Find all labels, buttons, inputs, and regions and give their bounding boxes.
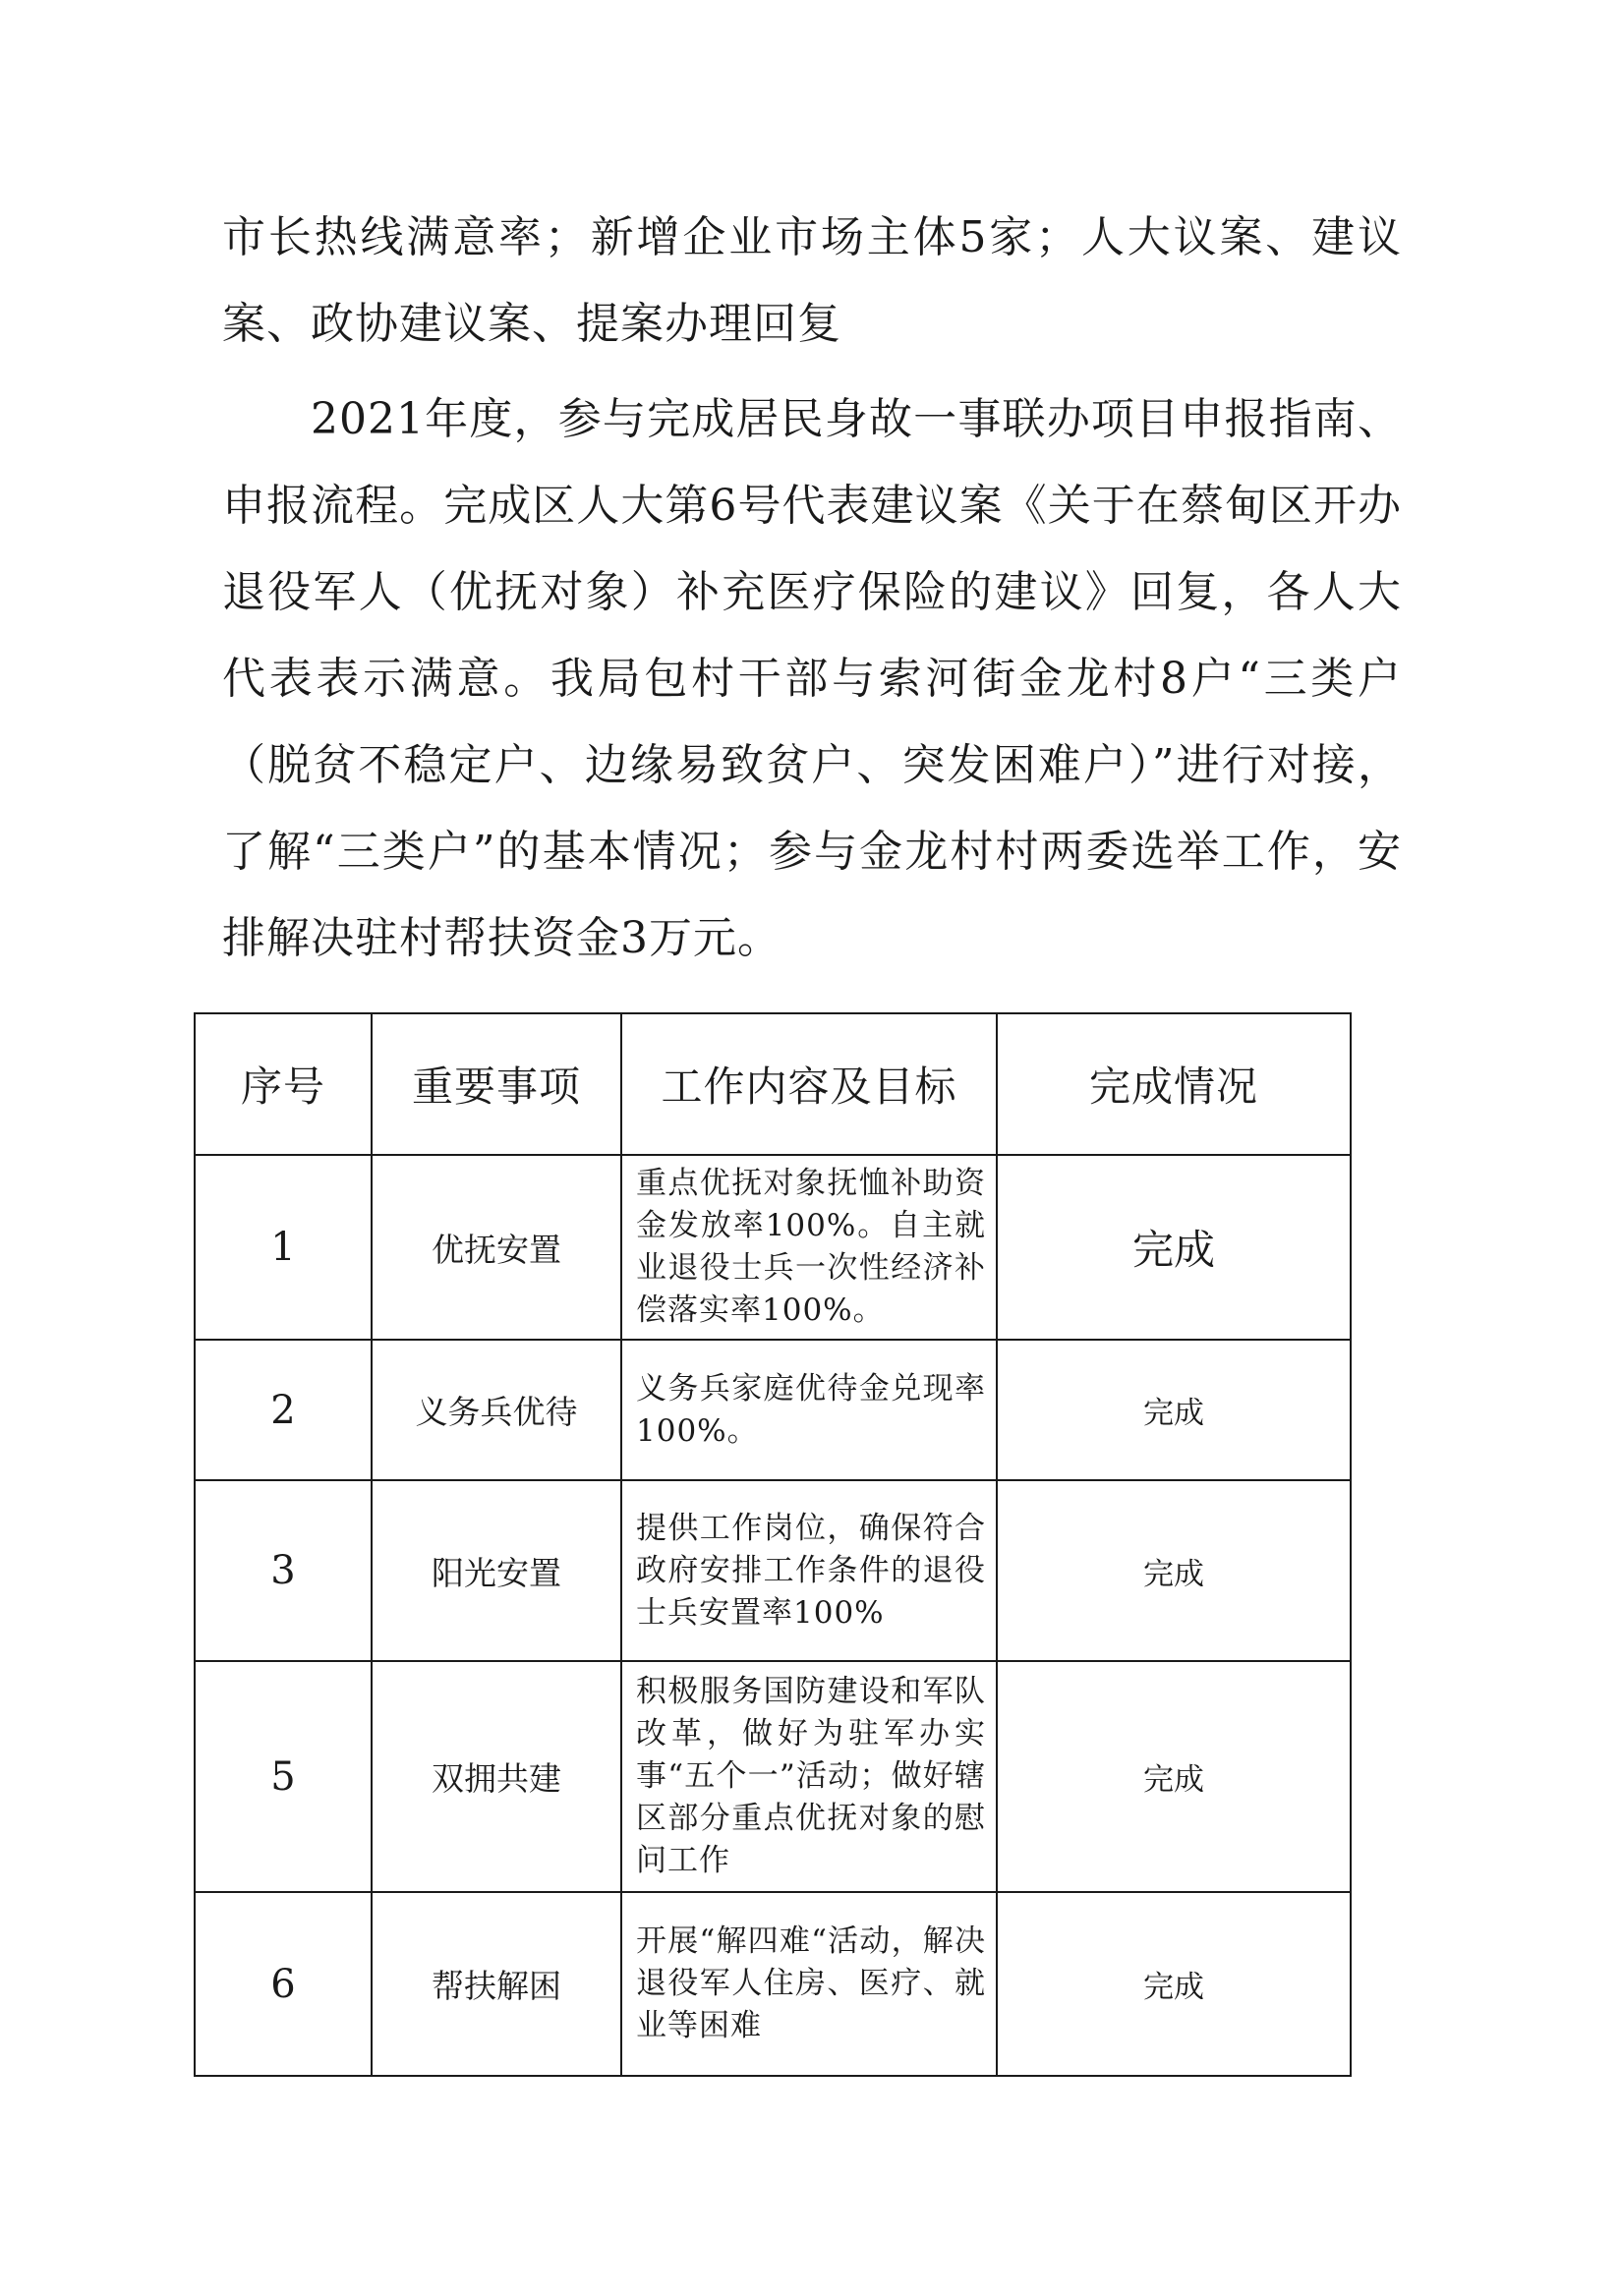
table-header-row — [195, 1013, 1351, 1155]
table-row — [195, 1340, 1351, 1480]
row-content: 提供工作岗位，确保符合政府安排工作条件的退役士兵安置率100% — [621, 1480, 997, 1661]
paragraph-continuation: 市长热线满意率；新增企业市场主体5家；人大议案、建议案、政协建议案、提案办理回复 — [222, 212, 1402, 349]
table-row — [195, 1480, 1351, 1661]
table-row — [195, 1155, 1351, 1340]
row-item: 优抚安置 — [372, 1155, 621, 1340]
row-seq: 5 — [195, 1661, 372, 1892]
row-status: 完成 — [997, 1480, 1351, 1661]
table-row — [195, 1661, 1351, 1892]
paragraph-2021-summary: 2021年度，参与完成居民身故一事联办项目申报指南、申报流程。完成区人大第6号代表建议案《关于在蔡甸区开办退役军人（优抚对象）补充医疗保险的建议》回复，各人大代表表示满意。我局包村干部与索河街金龙村8户“三类户（脱贫不稳定户、边缘易致贫户、突发困难户）”进行对接，了解“三类户”的基本情况；参与金龙村村两委选举工作，安排解决驻村帮扶资金3万元。 — [222, 394, 1402, 963]
table-row — [195, 1892, 1351, 2076]
header-item: 重要事项 — [372, 1013, 621, 1155]
row-status: 完成 — [997, 1892, 1351, 2076]
row-content: 积极服务国防建设和军队改革，做好为驻军办实事“五个一”活动；做好辖区部分重点优抚对象的慰问工作 — [621, 1661, 997, 1892]
row-status: 完成 — [997, 1340, 1351, 1480]
row-status: 完成 — [997, 1661, 1351, 1892]
row-item: 阳光安置 — [372, 1480, 621, 1661]
row-content: 重点优抚对象抚恤补助资金发放率100%。自主就业退役士兵一次性经济补偿落实率100%。 — [621, 1155, 997, 1340]
row-item: 义务兵优待 — [372, 1340, 621, 1480]
header-seq: 序号 — [195, 1013, 372, 1155]
row-seq: 1 — [195, 1155, 372, 1340]
work-items-table — [194, 1012, 1352, 2077]
row-item: 双拥共建 — [372, 1661, 621, 1892]
row-status: 完成 — [997, 1155, 1351, 1340]
row-item: 帮扶解困 — [372, 1892, 621, 2076]
row-content: 义务兵家庭优待金兑现率100%。 — [621, 1340, 997, 1480]
row-seq: 6 — [195, 1892, 372, 2076]
header-content: 工作内容及目标 — [621, 1013, 997, 1155]
row-seq: 3 — [195, 1480, 372, 1661]
row-content: 开展“解四难“活动，解决退役军人住房、医疗、就业等困难 — [621, 1892, 997, 2076]
row-seq: 2 — [195, 1340, 372, 1480]
header-status: 完成情况 — [997, 1013, 1351, 1155]
